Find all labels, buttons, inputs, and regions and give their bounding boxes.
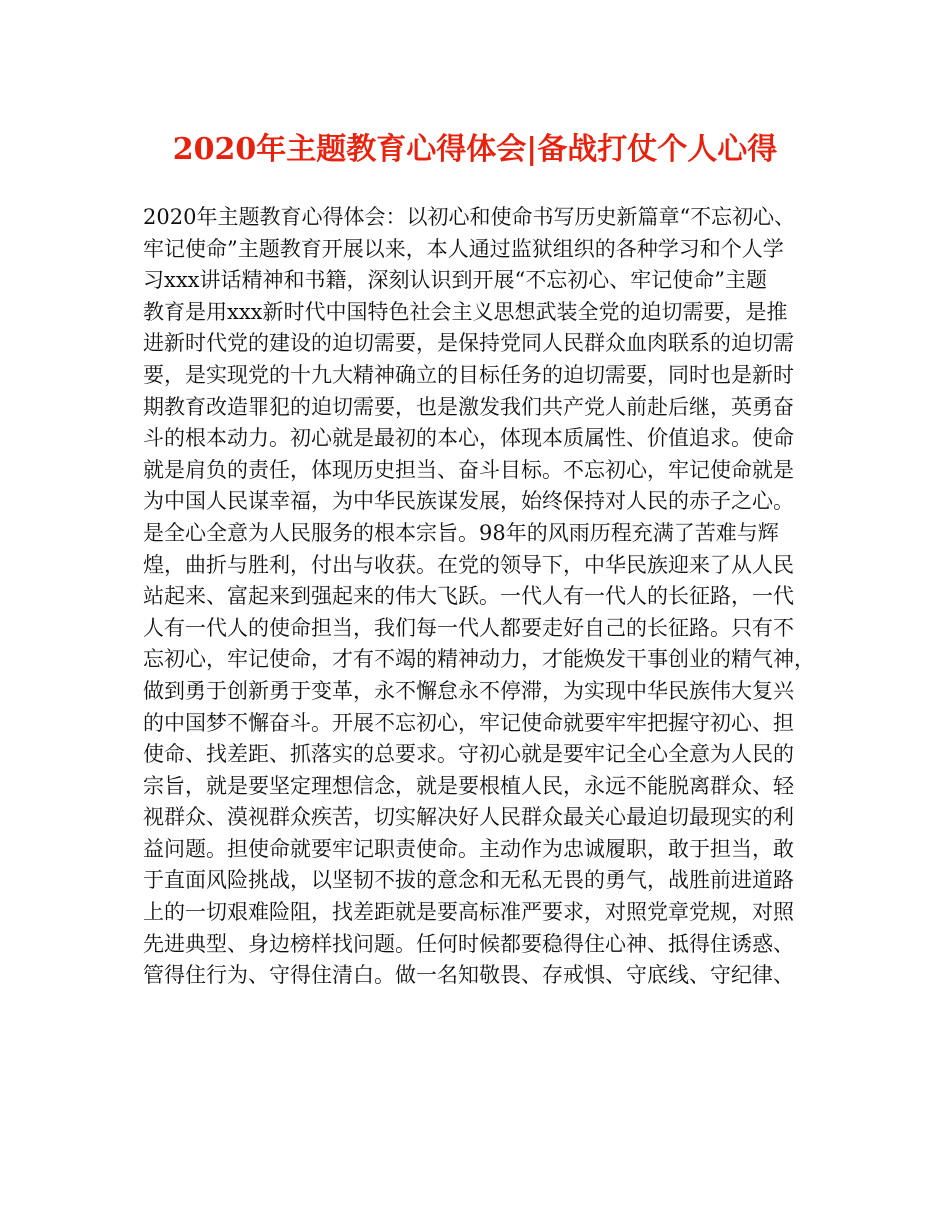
body-line: 使命、找差距、抓落实的总要求。守初心就是要牢记全心全意为人民的 [143,742,794,767]
body-line: 为中国人民谋幸福，为中华民族谋发展，始终保持对人民的赤子之心。 [143,489,794,514]
body-line: 期教育改造罪犯的迫切需要，也是激发我们共产党人前赴后继，英勇奋 [143,394,794,419]
body-line: 斗的根本动力。初心就是最初的本心，体现本质属性、价值追求。使命 [143,426,794,451]
document-body [143,202,815,992]
body-line: 益问题。担使命就要牢记职责使命。主动作为忠诚履职，敢于担当，敢 [143,836,794,861]
body-line: 宗旨，就是要坚定理想信念，就是要根植人民，永远不能脱离群众、轻 [143,773,794,798]
body-line: 做到勇于创新勇于变革，永不懈怠永不停滞，为实现中华民族伟大复兴 [143,678,794,703]
body-line: 视群众、漠视群众疾苦，切实解决好人民群众最关心最迫切最现实的利 [143,805,794,830]
body-line: 煌，曲折与胜利，付出与收获。在党的领导下，中华民族迎来了从人民 [143,552,794,577]
body-line: 忘初心，牢记使命，才有不竭的精神动力，才能焕发干事创业的精气神， [143,647,815,672]
body-line: 是全心全意为人民服务的根本宗旨。98年的风雨历程充满了苦难与辉 [143,520,779,545]
body-line: 就是肩负的责任，体现历史担当、奋斗目标。不忘初心，牢记使命就是 [143,457,794,482]
body-line: 上的一切艰难险阻，找差距就是要高标准严要求，对照党章党规，对照 [143,900,794,925]
body-line: 进新时代党的建设的迫切需要，是保持党同人民群众血肉联系的迫切需 [143,331,794,356]
body-line: 先进典型、身边榜样找问题。任何时候都要稳得住心神、抵得住诱惑、 [143,931,794,956]
body-line: 管得住行为、守得住清白。做一名知敬畏、存戒惧、守底线、守纪律、 [143,963,794,988]
document-title: 2020年主题教育心得体会|备战打仗个人心得 [172,132,778,167]
body-line: 站起来、富起来到强起来的伟大飞跃。一代人有一代人的长征路，一代 [143,584,794,609]
body-line: 2020年主题教育心得体会：以初心和使命书写历史新篇章“不忘初心、 [143,205,796,229]
body-line: 于直面风险挑战，以坚韧不拔的意念和无私无畏的勇气，战胜前进道路 [143,868,794,893]
body-line: 习xxx讲话精神和书籍，深刻认识到开展“不忘初心、牢记使命”主题 [143,268,767,293]
body-line: 要，是实现党的十九大精神确立的目标任务的迫切需要，同时也是新时 [143,362,794,387]
body-line: 的中国梦不懈奋斗。开展不忘初心，牢记使命就要牢牢把握守初心、担 [143,710,794,735]
body-line: 牢记使命”主题教育开展以来，本人通过监狱组织的各种学习和个人学 [143,236,784,261]
body-line: 人有一代人的使命担当，我们每一代人都要走好自己的长征路。只有不 [143,615,794,640]
body-line: 教育是用xxx新时代中国特色社会主义思想武装全党的迫切需要，是推 [143,299,788,324]
